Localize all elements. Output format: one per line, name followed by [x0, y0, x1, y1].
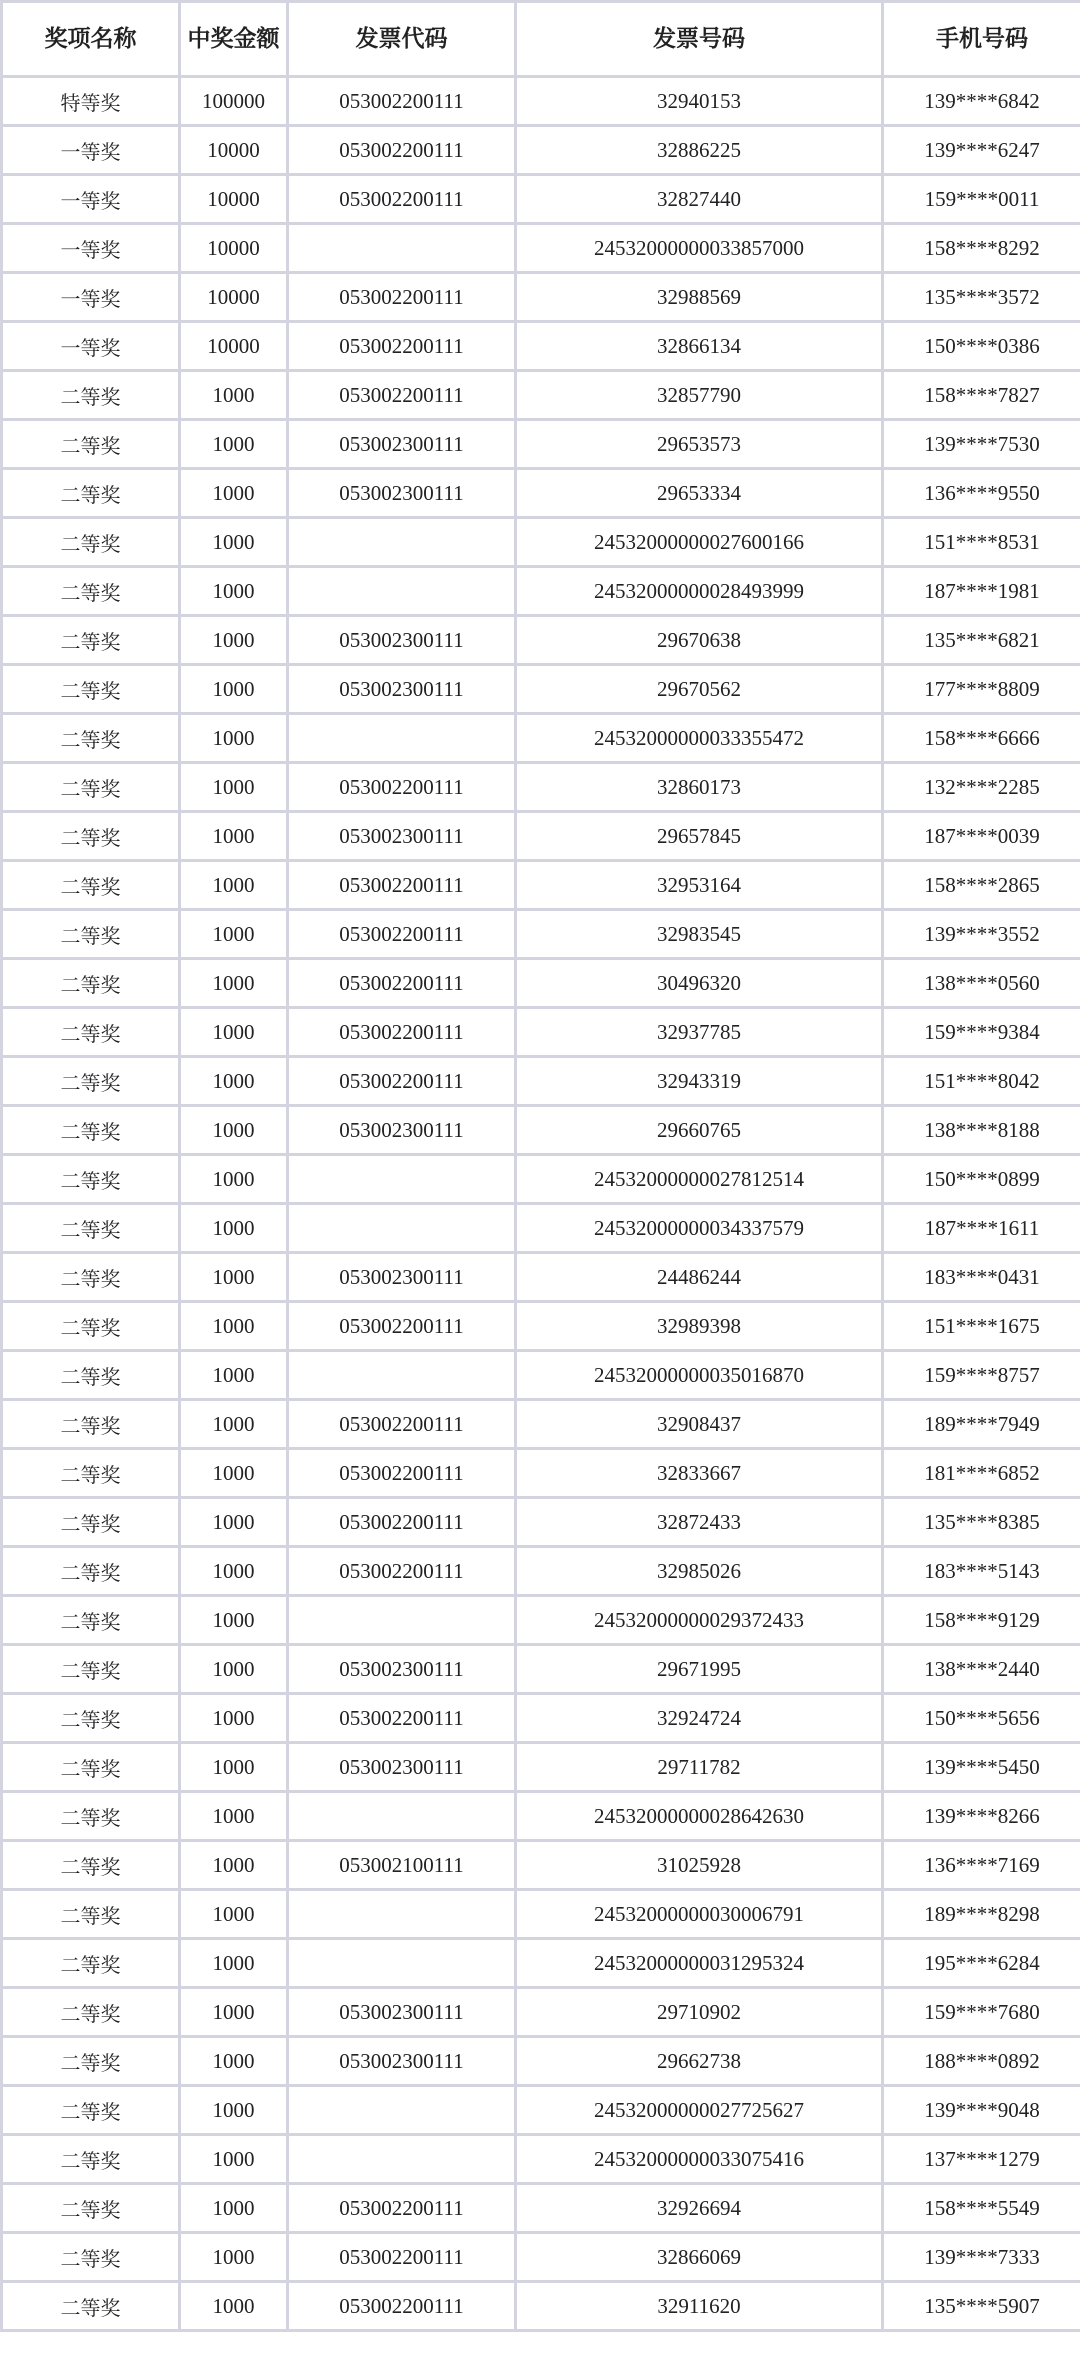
table-row — [2, 1302, 1080, 1351]
invoice-number-cell: 32860173 — [516, 763, 883, 812]
phone-number-cell: 158****5549 — [883, 2184, 1080, 2233]
table-row — [2, 420, 1080, 469]
prize-name-cell: 二等奖 — [2, 665, 180, 714]
invoice-number-cell: 32827440 — [516, 175, 883, 224]
phone-number-cell: 139****5450 — [883, 1743, 1080, 1792]
table-row — [2, 1890, 1080, 1939]
phone-number-cell: 158****9129 — [883, 1596, 1080, 1645]
prize-amount-cell: 1000 — [180, 1547, 288, 1596]
table-row — [2, 1449, 1080, 1498]
invoice-number-cell: 24532000000033857000 — [516, 224, 883, 273]
invoice-code-cell: 053002300111 — [288, 2037, 516, 2086]
prize-amount-cell: 1000 — [180, 861, 288, 910]
prize-name-cell: 一等奖 — [2, 273, 180, 322]
table-row — [2, 2233, 1080, 2282]
prize-name-cell: 一等奖 — [2, 126, 180, 175]
invoice-number-cell: 32988569 — [516, 273, 883, 322]
phone-number-cell: 151****8042 — [883, 1057, 1080, 1106]
prize-name-cell: 二等奖 — [2, 1841, 180, 1890]
table-row — [2, 2086, 1080, 2135]
invoice-code-cell: 053002100111 — [288, 1841, 516, 1890]
invoice-code-cell: 053002300111 — [288, 469, 516, 518]
prize-name-cell: 二等奖 — [2, 2282, 180, 2331]
invoice-code-cell: 053002200111 — [288, 910, 516, 959]
invoice-code-cell: 053002200111 — [288, 322, 516, 371]
invoice-number-cell: 24532000000034337579 — [516, 1204, 883, 1253]
invoice-number-cell: 29670562 — [516, 665, 883, 714]
prize-name-cell: 二等奖 — [2, 1792, 180, 1841]
header-phone-number: 手机号码 — [883, 2, 1080, 77]
table-row — [2, 812, 1080, 861]
phone-number-cell: 135****3572 — [883, 273, 1080, 322]
invoice-code-cell — [288, 1351, 516, 1400]
phone-number-cell: 135****8385 — [883, 1498, 1080, 1547]
table-row — [2, 616, 1080, 665]
prize-amount-cell: 1000 — [180, 1498, 288, 1547]
invoice-code-cell — [288, 567, 516, 616]
phone-number-cell: 158****2865 — [883, 861, 1080, 910]
prize-amount-cell: 1000 — [180, 665, 288, 714]
prize-amount-cell: 10000 — [180, 126, 288, 175]
phone-number-cell: 139****9048 — [883, 2086, 1080, 2135]
table-row — [2, 2037, 1080, 2086]
phone-number-cell: 158****6666 — [883, 714, 1080, 763]
prize-amount-cell: 1000 — [180, 812, 288, 861]
invoice-code-cell: 053002300111 — [288, 812, 516, 861]
table-row — [2, 763, 1080, 812]
table-row — [2, 1057, 1080, 1106]
invoice-code-cell: 053002200111 — [288, 763, 516, 812]
table-row — [2, 273, 1080, 322]
prize-name-cell: 二等奖 — [2, 1988, 180, 2037]
prize-amount-cell: 1000 — [180, 616, 288, 665]
phone-number-cell: 183****5143 — [883, 1547, 1080, 1596]
phone-number-cell: 139****3552 — [883, 910, 1080, 959]
phone-number-cell: 151****1675 — [883, 1302, 1080, 1351]
invoice-code-cell: 053002200111 — [288, 175, 516, 224]
prize-name-cell: 二等奖 — [2, 469, 180, 518]
invoice-number-cell: 29711782 — [516, 1743, 883, 1792]
invoice-code-cell — [288, 518, 516, 567]
phone-number-cell: 159****9384 — [883, 1008, 1080, 1057]
phone-number-cell: 139****7530 — [883, 420, 1080, 469]
prize-name-cell: 二等奖 — [2, 1449, 180, 1498]
prize-name-cell: 二等奖 — [2, 1057, 180, 1106]
invoice-number-cell: 32886225 — [516, 126, 883, 175]
invoice-number-cell: 32926694 — [516, 2184, 883, 2233]
table-row — [2, 910, 1080, 959]
prize-name-cell: 一等奖 — [2, 224, 180, 273]
table-row — [2, 371, 1080, 420]
prize-amount-cell: 1000 — [180, 469, 288, 518]
invoice-code-cell: 053002300111 — [288, 1743, 516, 1792]
invoice-code-cell: 053002300111 — [288, 420, 516, 469]
prize-name-cell: 二等奖 — [2, 1351, 180, 1400]
invoice-number-cell: 32989398 — [516, 1302, 883, 1351]
invoice-number-cell: 32911620 — [516, 2282, 883, 2331]
prize-name-cell: 二等奖 — [2, 2086, 180, 2135]
invoice-number-cell: 29671995 — [516, 1645, 883, 1694]
prize-amount-cell: 1000 — [180, 518, 288, 567]
prize-amount-cell: 1000 — [180, 1890, 288, 1939]
prize-amount-cell: 1000 — [180, 2037, 288, 2086]
prize-name-cell: 二等奖 — [2, 1645, 180, 1694]
prize-name-cell: 特等奖 — [2, 77, 180, 126]
prize-amount-cell: 1000 — [180, 2233, 288, 2282]
prize-name-cell: 二等奖 — [2, 616, 180, 665]
invoice-code-cell: 053002200111 — [288, 126, 516, 175]
invoice-number-cell: 24532000000027600166 — [516, 518, 883, 567]
table-row — [2, 1400, 1080, 1449]
table-row — [2, 224, 1080, 273]
header-prize-amount: 中奖金额 — [180, 2, 288, 77]
invoice-number-cell: 31025928 — [516, 1841, 883, 1890]
prize-name-cell: 二等奖 — [2, 2135, 180, 2184]
phone-number-cell: 139****6247 — [883, 126, 1080, 175]
table-row — [2, 1743, 1080, 1792]
invoice-number-cell: 29710902 — [516, 1988, 883, 2037]
table-row — [2, 322, 1080, 371]
prize-name-cell: 二等奖 — [2, 2233, 180, 2282]
prize-name-cell: 一等奖 — [2, 322, 180, 371]
prize-name-cell: 二等奖 — [2, 1890, 180, 1939]
prize-amount-cell: 1000 — [180, 1694, 288, 1743]
prize-amount-cell: 1000 — [180, 567, 288, 616]
invoice-number-cell: 24532000000033355472 — [516, 714, 883, 763]
invoice-number-cell: 32857790 — [516, 371, 883, 420]
prize-amount-cell: 1000 — [180, 1155, 288, 1204]
invoice-number-cell: 32866069 — [516, 2233, 883, 2282]
invoice-number-cell: 32833667 — [516, 1449, 883, 1498]
prize-amount-cell: 1000 — [180, 1302, 288, 1351]
prize-amount-cell: 1000 — [180, 1743, 288, 1792]
table-row — [2, 518, 1080, 567]
invoice-number-cell: 29653334 — [516, 469, 883, 518]
prize-name-cell: 二等奖 — [2, 1694, 180, 1743]
prize-name-cell: 二等奖 — [2, 861, 180, 910]
prize-name-cell: 二等奖 — [2, 567, 180, 616]
table-row — [2, 2184, 1080, 2233]
invoice-code-cell: 053002200111 — [288, 77, 516, 126]
invoice-code-cell: 053002300111 — [288, 1645, 516, 1694]
invoice-number-cell: 24532000000030006791 — [516, 1890, 883, 1939]
invoice-number-cell: 24532000000029372433 — [516, 1596, 883, 1645]
prize-name-cell: 二等奖 — [2, 1743, 180, 1792]
invoice-code-cell: 053002200111 — [288, 1302, 516, 1351]
prize-name-cell: 二等奖 — [2, 1008, 180, 1057]
table-row — [2, 1694, 1080, 1743]
prize-amount-cell: 10000 — [180, 273, 288, 322]
prize-amount-cell: 1000 — [180, 2282, 288, 2331]
phone-number-cell: 195****6284 — [883, 1939, 1080, 1988]
invoice-number-cell: 24532000000035016870 — [516, 1351, 883, 1400]
invoice-code-cell: 053002200111 — [288, 2233, 516, 2282]
phone-number-cell: 151****8531 — [883, 518, 1080, 567]
invoice-code-cell — [288, 1596, 516, 1645]
invoice-code-cell — [288, 1792, 516, 1841]
prize-amount-cell: 1000 — [180, 1596, 288, 1645]
invoice-number-cell: 29662738 — [516, 2037, 883, 2086]
invoice-number-cell: 32940153 — [516, 77, 883, 126]
invoice-code-cell — [288, 2135, 516, 2184]
prize-name-cell: 二等奖 — [2, 1302, 180, 1351]
table-row — [2, 1498, 1080, 1547]
invoice-number-cell: 24486244 — [516, 1253, 883, 1302]
table-body — [2, 77, 1080, 2331]
phone-number-cell: 159****8757 — [883, 1351, 1080, 1400]
prize-name-cell: 二等奖 — [2, 910, 180, 959]
table-row — [2, 1204, 1080, 1253]
table-header-row — [2, 2, 1080, 77]
table-row — [2, 2282, 1080, 2331]
table-row — [2, 1547, 1080, 1596]
prize-name-cell: 二等奖 — [2, 1939, 180, 1988]
header-prize-name: 奖项名称 — [2, 2, 180, 77]
prize-name-cell: 二等奖 — [2, 959, 180, 1008]
prize-name-cell: 二等奖 — [2, 2037, 180, 2086]
table-row — [2, 77, 1080, 126]
invoice-code-cell — [288, 1155, 516, 1204]
phone-number-cell: 150****5656 — [883, 1694, 1080, 1743]
prize-amount-cell: 1000 — [180, 1841, 288, 1890]
invoice-code-cell: 053002200111 — [288, 1449, 516, 1498]
table-row — [2, 665, 1080, 714]
phone-number-cell: 158****7827 — [883, 371, 1080, 420]
prize-amount-cell: 10000 — [180, 175, 288, 224]
table-row — [2, 714, 1080, 763]
prize-name-cell: 二等奖 — [2, 714, 180, 763]
invoice-number-cell: 32872433 — [516, 1498, 883, 1547]
prize-amount-cell: 1000 — [180, 1400, 288, 1449]
invoice-code-cell: 053002200111 — [288, 1694, 516, 1743]
phone-number-cell: 150****0386 — [883, 322, 1080, 371]
prize-name-cell: 二等奖 — [2, 812, 180, 861]
phone-number-cell: 139****7333 — [883, 2233, 1080, 2282]
prize-name-cell: 二等奖 — [2, 1596, 180, 1645]
table-row — [2, 861, 1080, 910]
prize-amount-cell: 1000 — [180, 2135, 288, 2184]
invoice-code-cell: 053002300111 — [288, 616, 516, 665]
prize-amount-cell: 1000 — [180, 2184, 288, 2233]
invoice-code-cell: 053002200111 — [288, 861, 516, 910]
phone-number-cell: 135****5907 — [883, 2282, 1080, 2331]
prize-amount-cell: 1000 — [180, 959, 288, 1008]
invoice-number-cell: 32937785 — [516, 1008, 883, 1057]
phone-number-cell: 138****0560 — [883, 959, 1080, 1008]
table-row — [2, 1645, 1080, 1694]
prize-amount-cell: 10000 — [180, 322, 288, 371]
prize-amount-cell: 1000 — [180, 1106, 288, 1155]
prize-amount-cell: 1000 — [180, 1351, 288, 1400]
prize-amount-cell: 1000 — [180, 420, 288, 469]
table-row — [2, 1596, 1080, 1645]
prize-name-cell: 二等奖 — [2, 1106, 180, 1155]
invoice-number-cell: 32943319 — [516, 1057, 883, 1106]
phone-number-cell: 189****8298 — [883, 1890, 1080, 1939]
prize-amount-cell: 1000 — [180, 1008, 288, 1057]
invoice-code-cell: 053002200111 — [288, 2184, 516, 2233]
table-row — [2, 1155, 1080, 1204]
invoice-code-cell — [288, 2086, 516, 2135]
invoice-number-cell: 24532000000028493999 — [516, 567, 883, 616]
prize-amount-cell: 1000 — [180, 714, 288, 763]
prize-name-cell: 二等奖 — [2, 1400, 180, 1449]
invoice-code-cell — [288, 1204, 516, 1253]
invoice-code-cell — [288, 1939, 516, 1988]
phone-number-cell: 181****6852 — [883, 1449, 1080, 1498]
table-row — [2, 1988, 1080, 2037]
invoice-code-cell: 053002300111 — [288, 1253, 516, 1302]
table-row — [2, 175, 1080, 224]
prize-amount-cell: 1000 — [180, 2086, 288, 2135]
phone-number-cell: 139****6842 — [883, 77, 1080, 126]
table-row — [2, 1008, 1080, 1057]
phone-number-cell: 137****1279 — [883, 2135, 1080, 2184]
invoice-number-cell: 32985026 — [516, 1547, 883, 1596]
table-row — [2, 1106, 1080, 1155]
invoice-number-cell: 32953164 — [516, 861, 883, 910]
phone-number-cell: 187****1611 — [883, 1204, 1080, 1253]
phone-number-cell: 159****0011 — [883, 175, 1080, 224]
table-row — [2, 1939, 1080, 1988]
phone-number-cell: 150****0899 — [883, 1155, 1080, 1204]
phone-number-cell: 138****8188 — [883, 1106, 1080, 1155]
invoice-code-cell: 053002300111 — [288, 1106, 516, 1155]
prize-amount-cell: 1000 — [180, 763, 288, 812]
invoice-number-cell: 32866134 — [516, 322, 883, 371]
invoice-number-cell: 32924724 — [516, 1694, 883, 1743]
table-row — [2, 1253, 1080, 1302]
invoice-number-cell: 29670638 — [516, 616, 883, 665]
invoice-code-cell — [288, 224, 516, 273]
phone-number-cell: 158****8292 — [883, 224, 1080, 273]
prize-name-cell: 二等奖 — [2, 371, 180, 420]
invoice-number-cell: 29653573 — [516, 420, 883, 469]
invoice-number-cell: 24532000000028642630 — [516, 1792, 883, 1841]
invoice-code-cell: 053002200111 — [288, 1498, 516, 1547]
prize-name-cell: 二等奖 — [2, 1204, 180, 1253]
prize-amount-cell: 1000 — [180, 1939, 288, 1988]
header-invoice-code: 发票代码 — [288, 2, 516, 77]
invoice-code-cell — [288, 714, 516, 763]
invoice-number-cell: 32908437 — [516, 1400, 883, 1449]
invoice-code-cell: 053002200111 — [288, 1547, 516, 1596]
prize-amount-cell: 10000 — [180, 224, 288, 273]
prize-amount-cell: 1000 — [180, 1988, 288, 2037]
prize-name-cell: 二等奖 — [2, 518, 180, 567]
invoice-number-cell: 30496320 — [516, 959, 883, 1008]
phone-number-cell: 139****8266 — [883, 1792, 1080, 1841]
prize-amount-cell: 1000 — [180, 1204, 288, 1253]
invoice-number-cell: 24532000000027725627 — [516, 2086, 883, 2135]
table-row — [2, 2135, 1080, 2184]
invoice-code-cell: 053002300111 — [288, 665, 516, 714]
phone-number-cell: 188****0892 — [883, 2037, 1080, 2086]
invoice-number-cell: 29657845 — [516, 812, 883, 861]
invoice-code-cell: 053002200111 — [288, 273, 516, 322]
prize-name-cell: 二等奖 — [2, 1547, 180, 1596]
prize-amount-cell: 1000 — [180, 1057, 288, 1106]
table-row — [2, 567, 1080, 616]
table-row — [2, 126, 1080, 175]
phone-number-cell: 159****7680 — [883, 1988, 1080, 2037]
invoice-code-cell — [288, 1890, 516, 1939]
table-row — [2, 1792, 1080, 1841]
invoice-number-cell: 24532000000033075416 — [516, 2135, 883, 2184]
invoice-code-cell: 053002200111 — [288, 1400, 516, 1449]
invoice-number-cell: 24532000000027812514 — [516, 1155, 883, 1204]
phone-number-cell: 132****2285 — [883, 763, 1080, 812]
invoice-code-cell: 053002200111 — [288, 959, 516, 1008]
invoice-code-cell: 053002200111 — [288, 1008, 516, 1057]
header-invoice-number: 发票号码 — [516, 2, 883, 77]
prize-amount-cell: 1000 — [180, 1449, 288, 1498]
phone-number-cell: 189****7949 — [883, 1400, 1080, 1449]
phone-number-cell: 187****0039 — [883, 812, 1080, 861]
invoice-code-cell: 053002200111 — [288, 371, 516, 420]
invoice-code-cell: 053002200111 — [288, 1057, 516, 1106]
invoice-number-cell: 24532000000031295324 — [516, 1939, 883, 1988]
prize-amount-cell: 1000 — [180, 371, 288, 420]
phone-number-cell: 138****2440 — [883, 1645, 1080, 1694]
phone-number-cell: 187****1981 — [883, 567, 1080, 616]
invoice-code-cell: 053002200111 — [288, 2282, 516, 2331]
phone-number-cell: 135****6821 — [883, 616, 1080, 665]
table-row — [2, 1351, 1080, 1400]
phone-number-cell: 136****9550 — [883, 469, 1080, 518]
prize-name-cell: 二等奖 — [2, 2184, 180, 2233]
prize-amount-cell: 1000 — [180, 1792, 288, 1841]
invoice-number-cell: 29660765 — [516, 1106, 883, 1155]
prize-name-cell: 二等奖 — [2, 420, 180, 469]
prize-amount-cell: 1000 — [180, 1645, 288, 1694]
invoice-number-cell: 32983545 — [516, 910, 883, 959]
prize-name-cell: 二等奖 — [2, 1155, 180, 1204]
table-row — [2, 959, 1080, 1008]
table-row — [2, 469, 1080, 518]
prize-name-cell: 二等奖 — [2, 763, 180, 812]
prize-name-cell: 一等奖 — [2, 175, 180, 224]
invoice-code-cell: 053002300111 — [288, 1988, 516, 2037]
prize-amount-cell: 1000 — [180, 1253, 288, 1302]
prize-amount-cell: 1000 — [180, 910, 288, 959]
prize-amount-cell: 100000 — [180, 77, 288, 126]
phone-number-cell: 183****0431 — [883, 1253, 1080, 1302]
prize-name-cell: 二等奖 — [2, 1498, 180, 1547]
prize-name-cell: 二等奖 — [2, 1253, 180, 1302]
phone-number-cell: 177****8809 — [883, 665, 1080, 714]
phone-number-cell: 136****7169 — [883, 1841, 1080, 1890]
table-row — [2, 1841, 1080, 1890]
